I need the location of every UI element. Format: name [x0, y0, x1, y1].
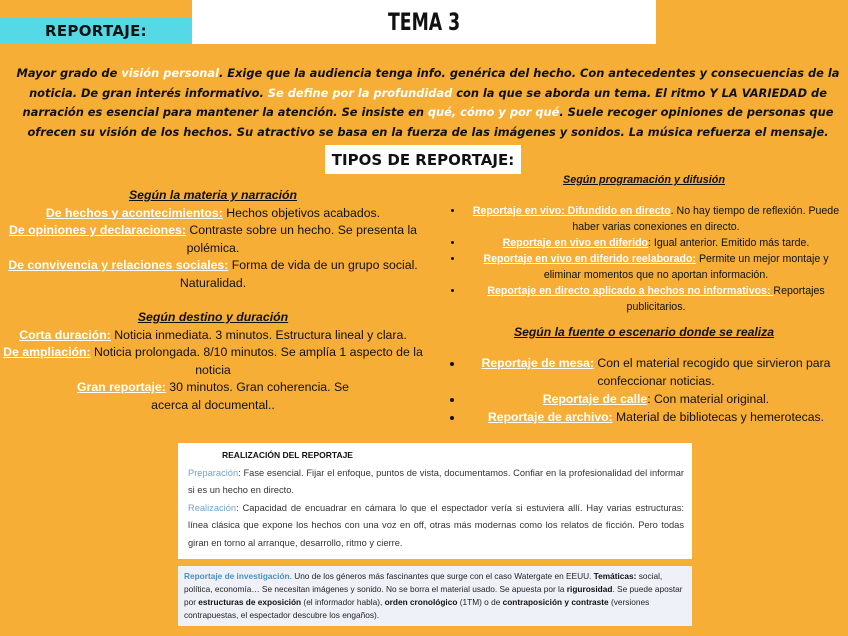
list-item [0, 205, 426, 223]
list-item [0, 344, 426, 379]
list-item [0, 327, 426, 345]
realizacion-paragraph [188, 500, 684, 553]
list-item [464, 390, 848, 408]
list-item [0, 222, 426, 257]
item-text: 30 minutos. Gran coherencia. Se acerca al documental.. [151, 380, 350, 412]
programacion-link[interactable]: Reportaje en vivo en diferido [502, 237, 649, 249]
panel-title: REALIZACIÓN DEL REPORTAJE [222, 450, 353, 460]
section-title-fuente: Según la fuente o escenario donde se realiza [513, 325, 775, 339]
list-item [464, 235, 848, 251]
item-text: Reportajes publicitarios. [626, 285, 825, 313]
list-item [464, 203, 848, 235]
list-item [464, 408, 848, 426]
section-title-destino: Según destino y duración [137, 310, 289, 324]
section-title-programacion: Según programación y difusión [563, 174, 725, 186]
investigacion-panel [178, 566, 692, 626]
inv-text: (versiones contrapuestas, el espectador descubre los engaños). [184, 597, 650, 620]
inv-bold: contraposición y contraste [502, 597, 609, 607]
materia-link[interactable]: De convivencia y relaciones sociales: [8, 258, 229, 272]
materia-link[interactable]: De hechos y acontecimientos: [45, 205, 223, 220]
inv-text: social, política, economía… Se necesitan imágenes y sonido. No se borra el material usado. Se apuesta por la [184, 571, 663, 594]
intro-highlight: visión personal [121, 66, 219, 80]
inv-bold: Temáticas: [593, 571, 637, 581]
left-column [0, 187, 426, 414]
investigacion-paragraph [178, 566, 692, 622]
intro-text: Mayor grado de [16, 66, 122, 80]
item-text: Noticia prolongada. 8/10 minutos. Se amplía 1 aspecto de la noticia [90, 345, 423, 377]
intro-highlight: qué, cómo y por qué [427, 105, 560, 119]
materia-link[interactable]: De opiniones y declaraciones: [8, 223, 186, 237]
intro-text: . Exige que la audiencia tenga info. genérica del hecho. Con antecedentes y consecuencias de la noticia. De gran interés informativo. [29, 66, 840, 100]
fuente-link[interactable]: Reportaje de mesa: [481, 356, 594, 370]
item-text: Material de bibliotecas y hemerotecas. [612, 410, 824, 424]
realizacion-panel [178, 443, 692, 559]
inv-text: (1TM) o de [457, 597, 503, 607]
item-text: Contraste sobre un hecho. Se presenta la polémica. [185, 223, 418, 255]
programacion-link[interactable]: Reportaje en directo aplicado a hechos no informativos: [487, 285, 774, 297]
item-text: Hechos objetivos acabados. [222, 205, 381, 220]
realizacion-label: Realización [188, 502, 237, 513]
list-item [0, 379, 426, 414]
destino-link[interactable]: De ampliación: [3, 345, 91, 359]
item-text: Forma de vida de un grupo social. Naturalidad. [179, 258, 418, 290]
inv-bold: estructuras de exposición [198, 597, 302, 607]
item-text: . No hay tiempo de reflexión. Puede haber varias conexiones en directo. [572, 205, 840, 233]
programacion-link[interactable]: Reportaje en vivo: Difundido en directo [472, 205, 671, 217]
investigacion-label: Reportaje de investigación [184, 571, 290, 581]
inv-bold: rigurosidad [566, 584, 613, 594]
preparacion-label: Preparación [188, 467, 239, 478]
list-item [464, 283, 848, 315]
preparacion-paragraph [188, 465, 684, 500]
inv-text: (el informador habla), [301, 597, 385, 607]
preparacion-text: : Fase esencial. Fijar el enfoque, puntos de vista, documentamos. Confiar en la profesionalidad del informar si es un hecho en directo. [188, 467, 684, 495]
section-title-materia: Según la materia y narración [128, 188, 298, 202]
list-item [464, 251, 848, 283]
destino-link[interactable]: Gran reportaje: [76, 380, 166, 394]
intro-highlight: Se define por la profundidad [267, 85, 453, 100]
programacion-list [440, 203, 848, 315]
programacion-link[interactable]: Reportaje en vivo en diferido reelaborado: [483, 253, 697, 265]
page-title-text: TEMA 3 [387, 8, 461, 36]
list-item [464, 354, 848, 390]
item-text: Permite un mejor montaje y eliminar momentos que no aportan información. [543, 253, 829, 281]
item-text: : Con material original. [647, 392, 770, 406]
intro-paragraph [14, 64, 842, 142]
intro-text: con la que se aborda un tema. El ritmo Y LA VARIEDAD de narración es esencial para mantener la atención. Se insiste en [22, 85, 827, 119]
list-item [0, 257, 426, 292]
page-title [192, 0, 656, 44]
destino-link[interactable]: Corta duración: [19, 327, 111, 342]
item-text: Con el material recogido que sirvieron para confeccionar noticias. [594, 356, 831, 388]
fuente-link[interactable]: Reportaje de calle [542, 392, 648, 406]
header-label: REPORTAJE: [0, 17, 192, 44]
inv-bold: orden cronológico [384, 597, 458, 607]
tipos-heading: TIPOS DE REPORTAJE: [325, 145, 521, 174]
realizacion-text: : Capacidad de encuadrar en cámara lo que el espectador vería si estuviera allí. Hay varias estructuras: línea clásica que expone los hechos con una voz en off, otras más modernas como los relatos de ficción. Pero todas giran en torno al arranque, desarrollo, ritmo y cierre. [188, 502, 684, 548]
inv-text: . Uno de los géneros más fascinantes que surge con el caso Watergate en EEUU. [289, 571, 594, 581]
right-column [440, 172, 848, 426]
item-text: : Igual anterior. Emitido más tarde. [648, 237, 810, 249]
intro-text: . Suele recoger opiniones de personas que ofrecen su visión de los hechos. Su atractivo se basa en la fuerza de las imágenes y sonidos. La música refuerza el mensaje. [27, 105, 834, 139]
inv-text: . Se puede apostar por [184, 584, 683, 607]
item-text: Noticia inmediata. 3 minutos. Estructura lineal y clara. [110, 327, 407, 342]
fuente-link[interactable]: Reportaje de archivo: [488, 410, 613, 424]
fuente-list [440, 354, 848, 426]
